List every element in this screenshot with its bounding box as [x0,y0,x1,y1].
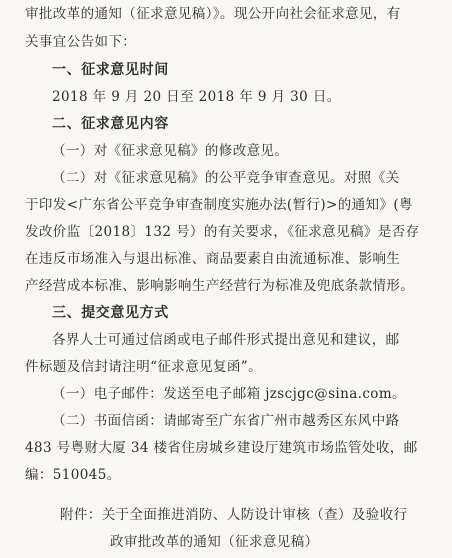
intro-line-1: 审批改革的通知（征求意见稿）》。现公开向社会征求意见，有 [25,6,401,22]
section-3-text-line-1: 各界人士可通过信函或电子邮件形式提出意见和建议，邮 [52,332,400,348]
appendix-line-1: 附件：关于全面推进消防、人防设计审核（查）及验收行 [60,507,408,523]
section-2-item-1: （一）对《征求意见稿》的修改意见。 [52,143,289,159]
section-1-text: 2018 年 9 月 20 日至 2018 年 9 月 30 日。 [52,89,341,105]
section-3-item-2-line-3: 编：510045。 [25,467,121,483]
section-2-item-2-line-4: 在违反市场准入与退出标准、商品要素自由流通标准、影响生 [25,251,401,267]
section-3-text-line-2: 件标题及信封请注明“征求意见复函”。 [25,359,263,375]
section-3-item-2-line-1: （二）书面信函：请邮寄至广东省广州市越秀区东风中路 [52,413,400,429]
appendix-line-2: 政审批改革的通知（征求意见稿） [110,534,319,550]
section-3-item-2-line-2: 483 号粤财大厦 34 楼省住房城乡建设厅建筑市场监管处收，邮 [25,440,418,456]
section-2-heading: 二、征求意见内容 [52,116,169,132]
section-2-item-2-line-1: （二）对《征求意见稿》的公平竞争审查意见。对照《关 [52,170,400,186]
intro-line-2: 关事宜公告如下： [25,34,137,50]
section-1-heading: 一、征求意见时间 [52,62,169,78]
section-2-item-2-line-2: 于印发<广东省公平竞争审查制度实施办法(暂行)>的通知》(粤 [25,197,413,213]
section-3-heading: 三、提交意见方式 [52,305,169,321]
section-3-item-1: （一）电子邮件：发送至电子邮箱 jzscjgc@sina.com。 [52,386,406,402]
section-2-item-2-line-3: 发改价监〔2018〕132 号）的有关要求，《征求意见稿》是否存 [25,224,420,240]
section-2-item-2-line-5: 产经营成本标准、影响影响生产经营行为标准及兜底条款情形。 [25,278,415,294]
